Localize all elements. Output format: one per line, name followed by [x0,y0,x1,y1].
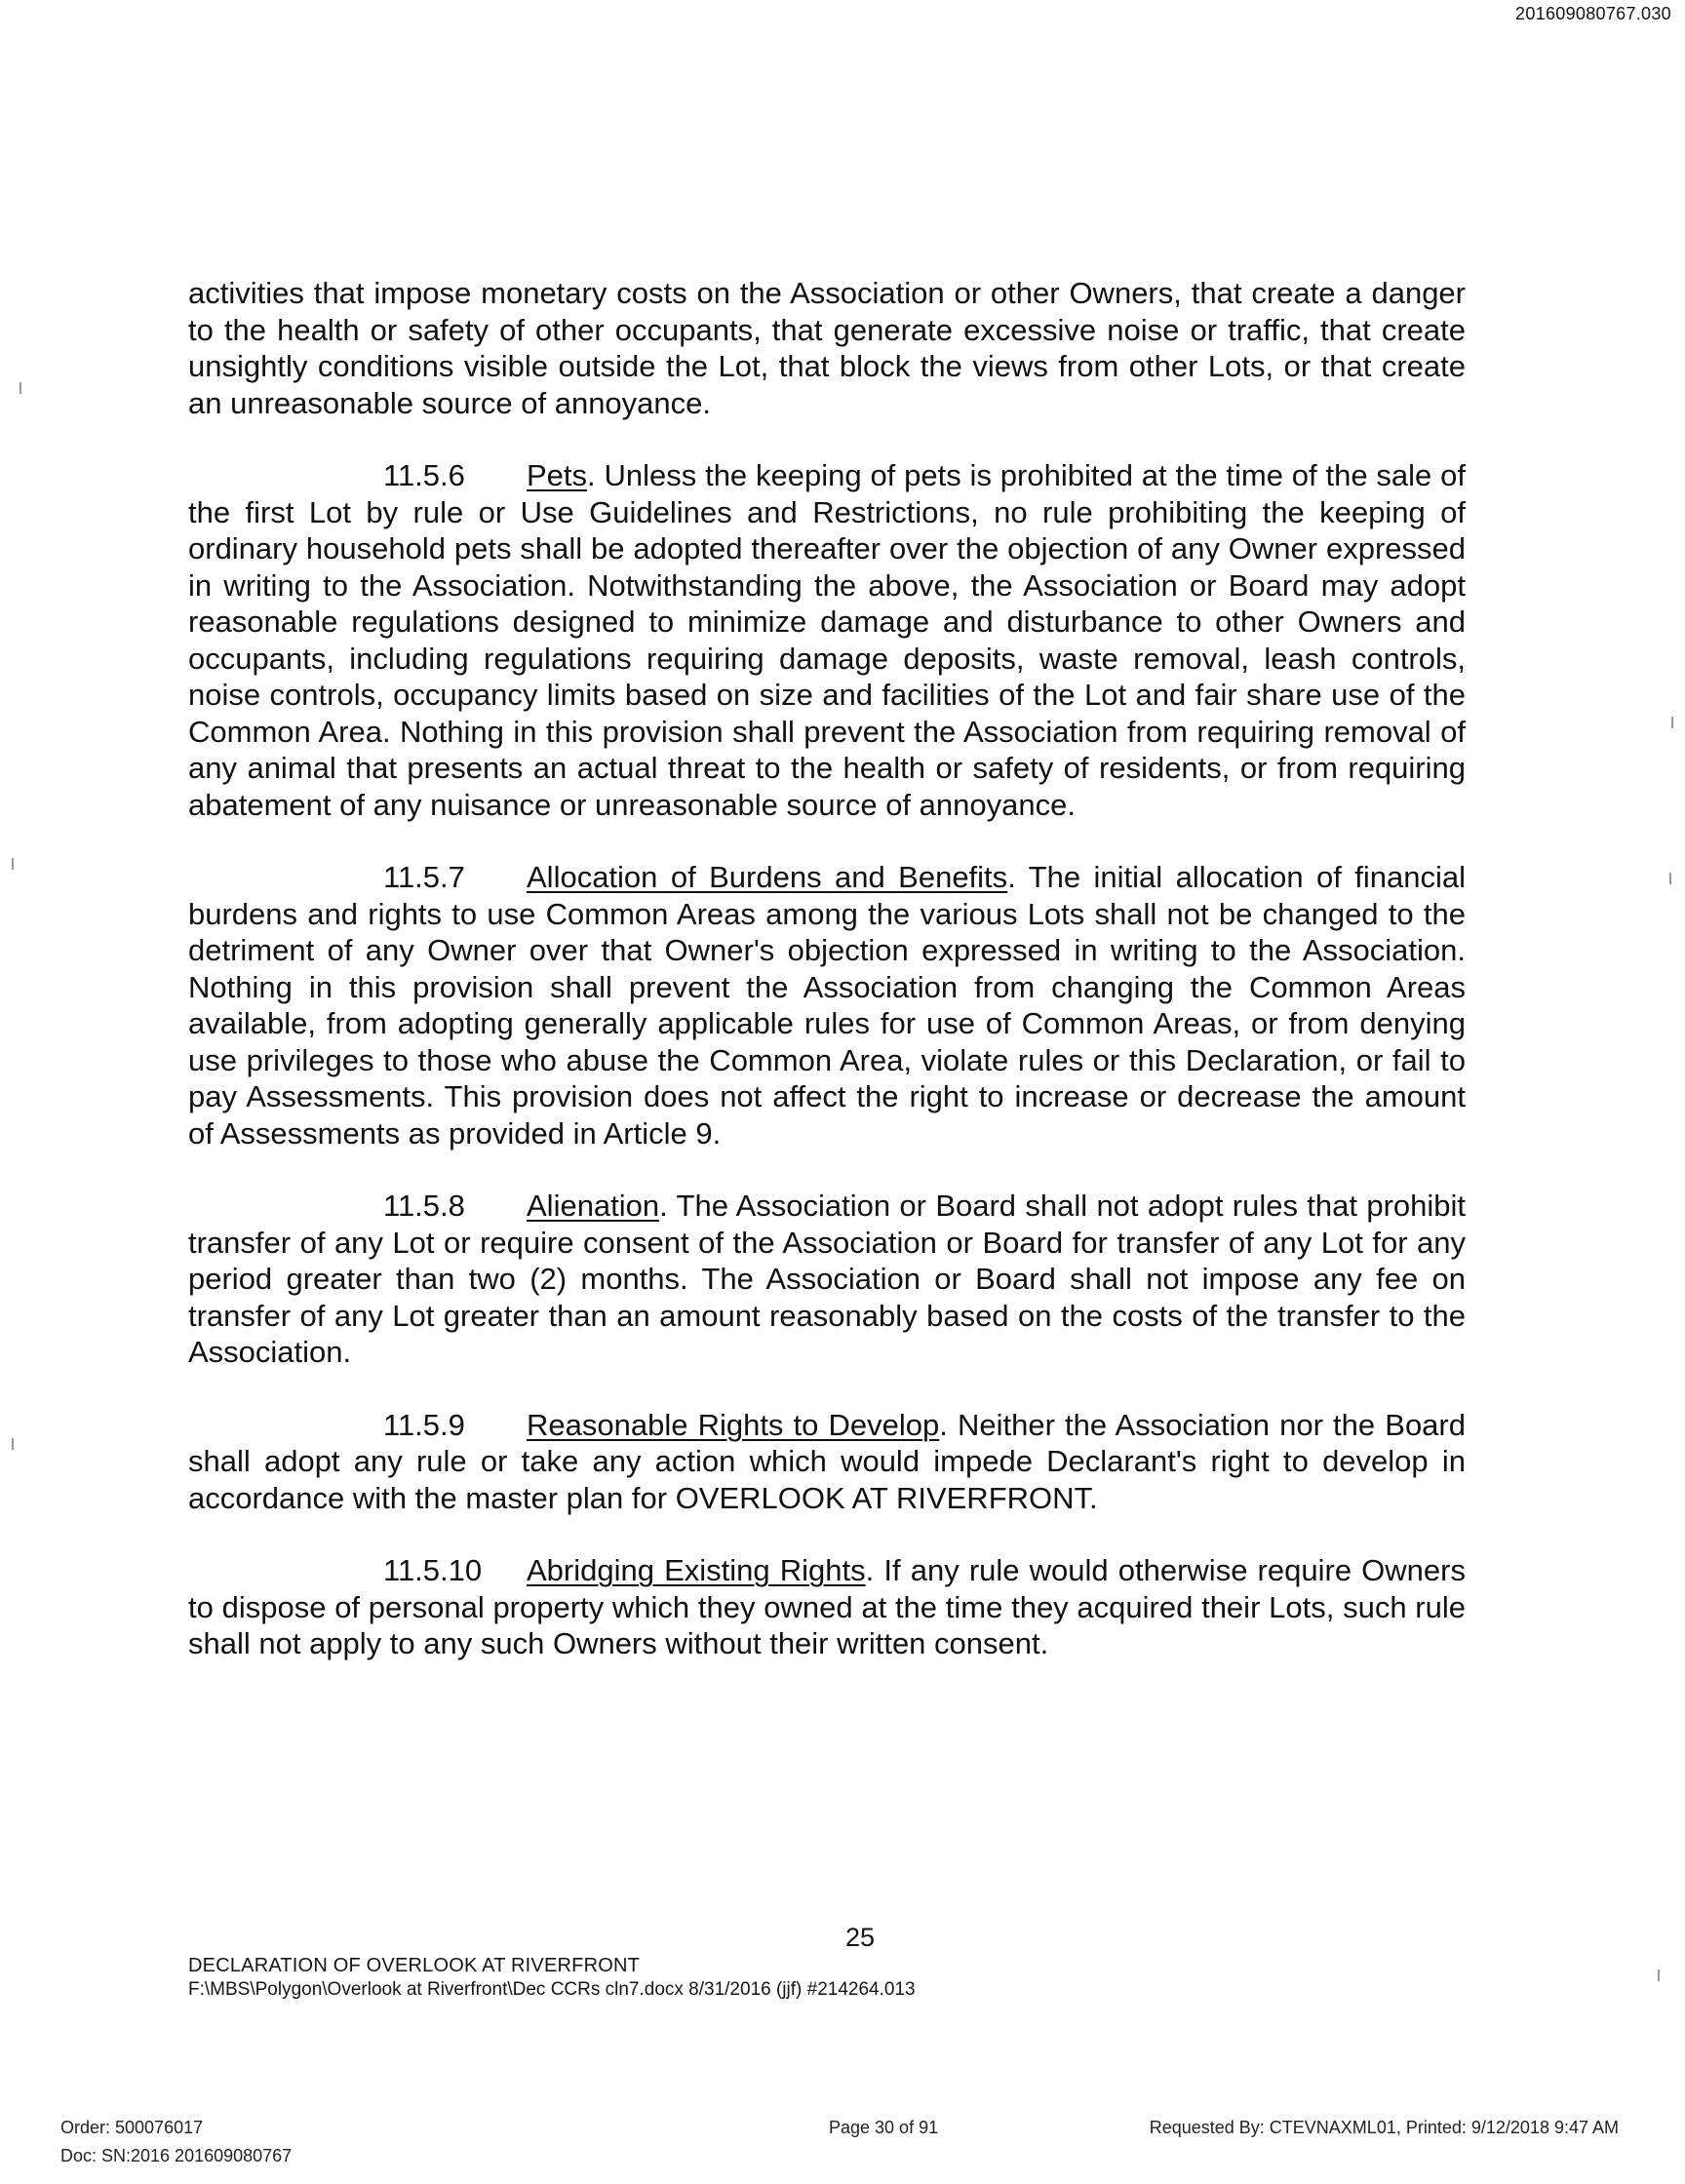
paragraph-text: . If any rule would otherwise require Owners to dispose of personal property which they owned at the time they acquired their Lots, such rule shall not apply to any such Owners without their written consent. [188,1553,1466,1660]
footer-doc-id: Doc: SN:2016 201609080767 [60,2146,293,2165]
footer-requested-by: Requested By: CTEVNAXML01, Printed: 9/12/2018 9:47 AM [1149,2118,1619,2137]
scan-margin-mark [1669,873,1671,884]
section-number: 11.5.7 [383,860,465,894]
scan-margin-mark [12,1438,14,1450]
section-11-5-6-pets [188,457,1466,823]
section-number: 11.5.8 [383,1189,465,1223]
scan-margin-mark [1658,1970,1660,1981]
scan-margin-mark [12,858,14,870]
section-number: 11.5.6 [383,458,465,492]
section-number: 11.5.9 [383,1407,465,1442]
section-title: Reasonable Rights to Develop [527,1407,940,1442]
paragraph-text: . Neither the Association nor the Board shall adopt any rule or take any action which would impede Declarant's right to develop in accordance with the master plan for OVERLOOK AT RIVERFRONT. [188,1407,1466,1515]
paragraph-text: activities that impose monetary costs on the Association or other Owners, that create a danger to the health or safety of other occupants, that generate excessive noise or traffic, that create unsightly conditions visible outside the Lot, that block the views from other Lots, or that create an unreasonable source of annoyance. [188,276,1466,420]
section-title: Pets [527,458,588,492]
scan-margin-mark [1671,717,1673,728]
section-title: Allocation of Burdens and Benefits [527,860,1008,894]
section-11-5-7-allocation [188,859,1466,1151]
section-number: 11.5.10 [383,1553,483,1587]
footer-page-count: Page 30 of 91 [829,2118,939,2137]
document-stamp: 201609080767.030 [1515,4,1671,23]
paragraph-text: . The Association or Board shall not adopt rules that prohibit transfer of any Lot or require consent of the Association or Board for transfer of any Lot for any period greater than two (2) months. The Association or Board shall not impose any fee on transfer of any Lot greater than an amount reasonably based on the costs of the transfer to the Association. [188,1189,1466,1369]
section-11-5-10-abridging [188,1552,1466,1662]
document-body [188,275,1466,1698]
section-11-5-9-develop [188,1407,1466,1517]
paragraph-text: . The initial allocation of financial burdens and rights to use Common Areas among the various Lots shall not be changed to the detriment of any Owner over that Owner's objection expressed in writing to the Association. Nothing in this provision shall prevent the Association from changing the Common Areas available, from adopting generally applicable rules for use of Common Areas, or from denying use privileges to those who abuse the Common Area, violate rules or this Declaration, or fail to pay Assessments. This provision does not affect the right to increase or decrease the amount of Assessments as provided in Article 9. [188,860,1467,1150]
footer-order: Order: 500076017 [60,2118,204,2137]
document-title: DECLARATION OF OVERLOOK AT RIVERFRONT [188,1955,641,1976]
section-title: Abridging Existing Rights [527,1553,866,1587]
paragraph-text: . Unless the keeping of pets is prohibited at the time of the sale of the first Lot by rule or Use Guidelines and Restrictions, no rule prohibiting the keeping of ordinary household pets shall be adopted thereafter over the objection of any Owner expressed in writing to the Association. Notwithstanding the above, the Association or Board may adopt reasonable regulations designed to minimize damage and disturbance to other Owners and occupants, including regulations requiring damage deposits, waste removal, leash controls, noise controls, occupancy limits based on size and facilities of the Lot and fair share use of the Common Area. Nothing in this provision shall prevent the Association from requiring removal of any animal that presents an actual threat to the health or safety of residents, or from requiring abatement of any nuisance or unreasonable source of annoyance. [188,458,1466,822]
scan-margin-mark [20,382,21,394]
paragraph-continuation [188,275,1466,421]
section-title: Alienation [527,1189,660,1223]
page-number: 25 [844,1923,876,1952]
section-11-5-8-alienation [188,1188,1466,1371]
document-file-path: F:\MBS\Polygon\Overlook at Riverfront\Dec CCRs cln7.docx 8/31/2016 (jjf) #214264.013 [188,1979,916,2000]
